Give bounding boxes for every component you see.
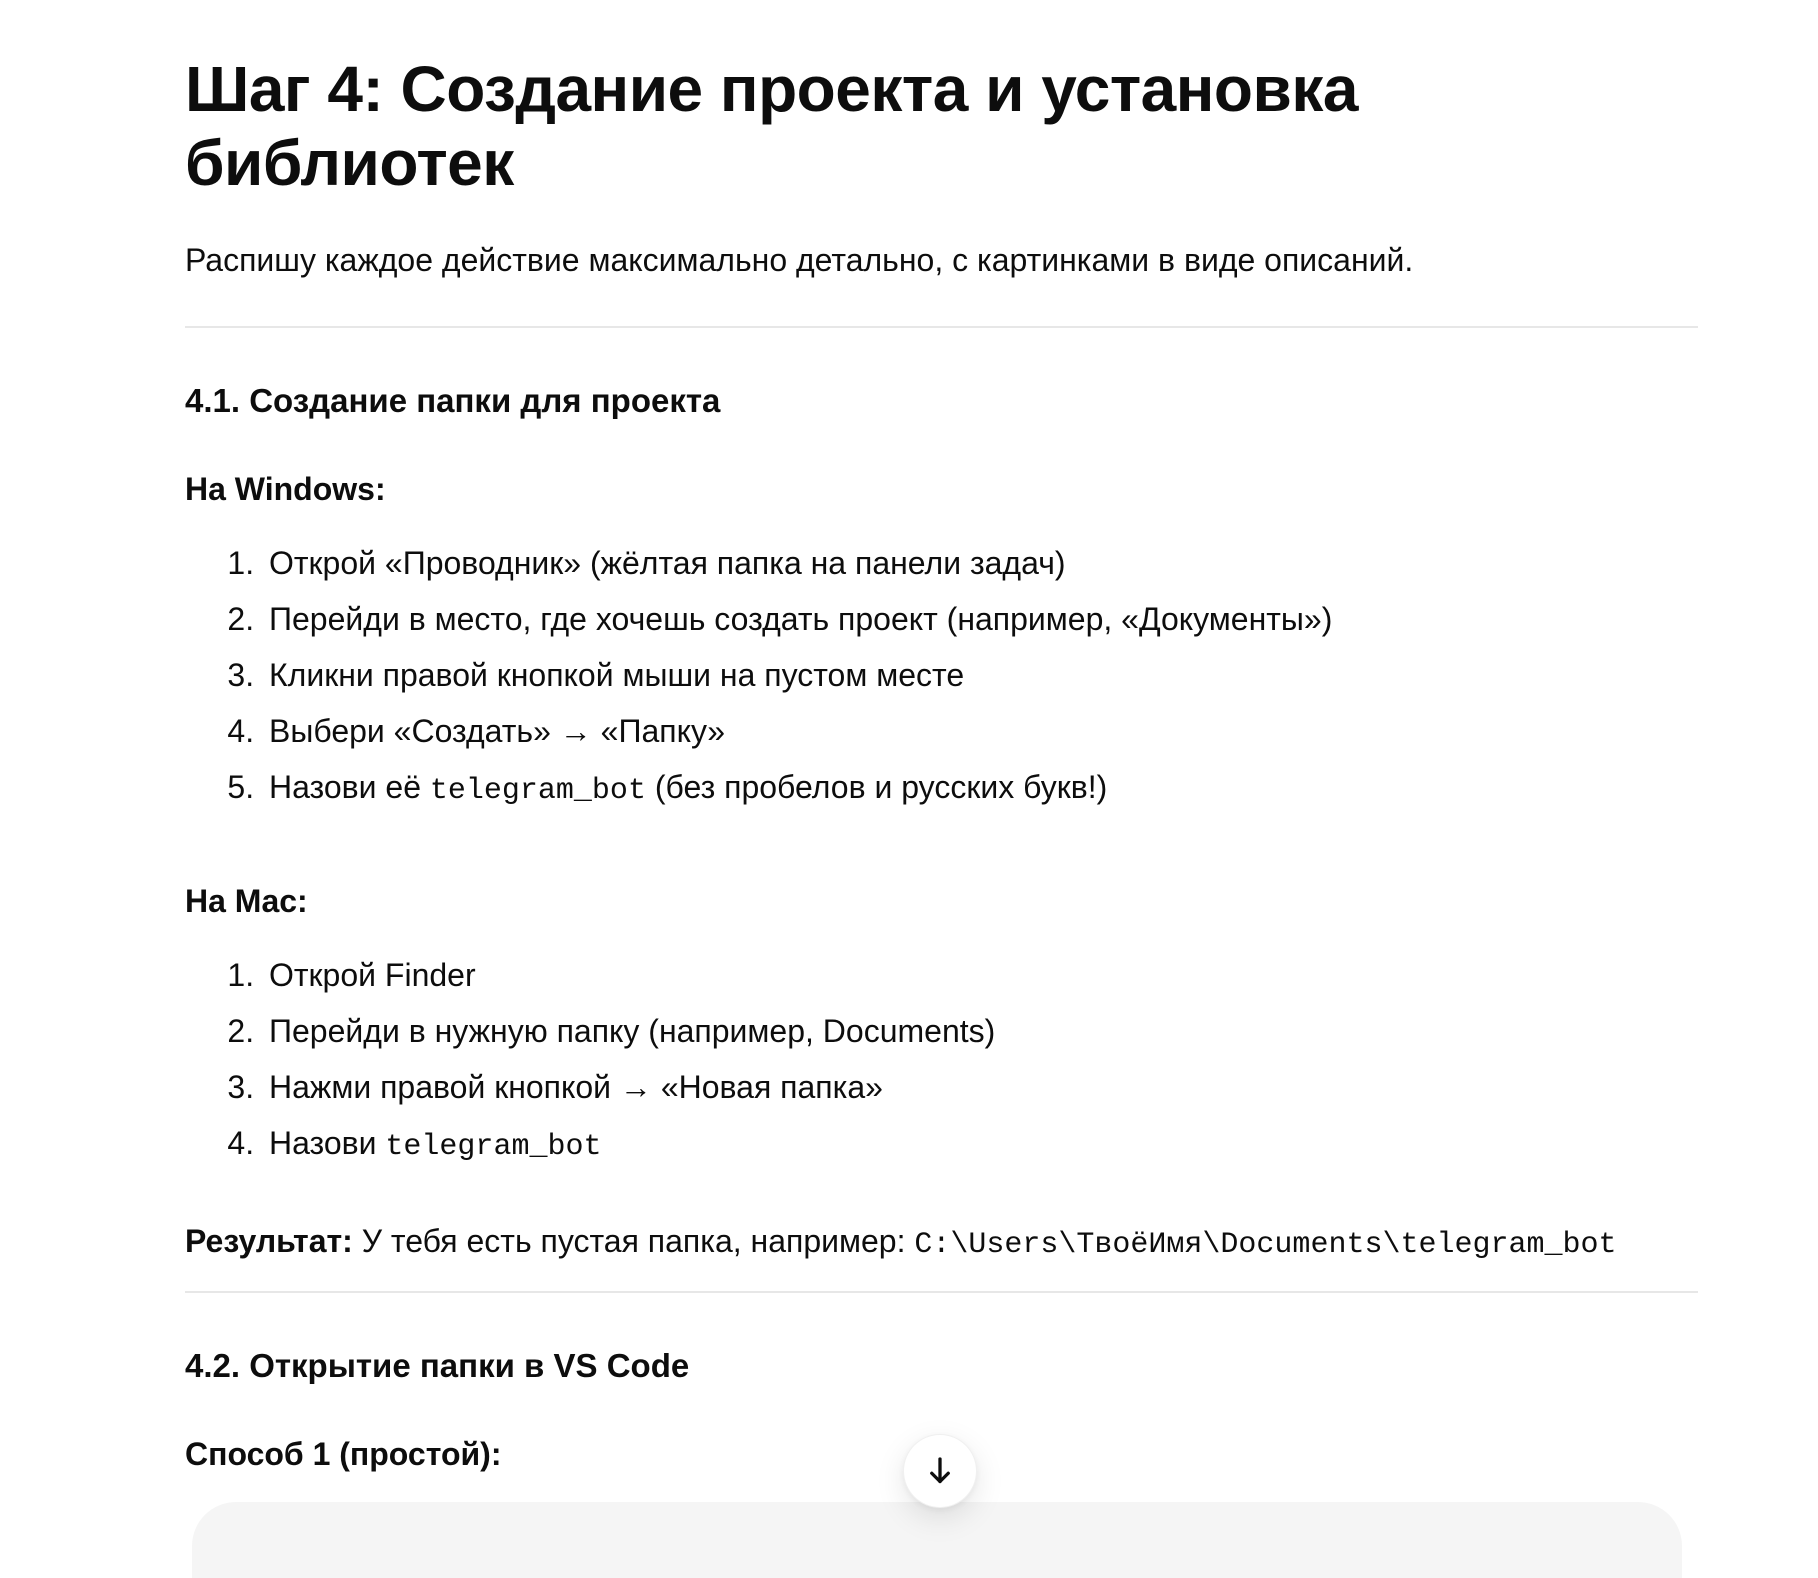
inline-code: telegram_bot <box>385 1130 602 1165</box>
page-title: Шаг 4: Создание проекта и установка библиотек <box>185 53 1358 200</box>
step-text: Назови <box>269 1125 386 1162</box>
scroll-to-bottom-button[interactable] <box>903 1434 977 1508</box>
step-text: Выбери «Создать» → «Папку» <box>269 713 726 750</box>
result-path-code: C:\Users\ТвоёИмя\Documents\telegram_bot <box>914 1228 1617 1263</box>
list-item <box>263 1063 1698 1111</box>
step-text: Нажми правой кнопкой → «Новая папка» <box>269 1069 883 1106</box>
platform-label-windows: На Windows: <box>185 471 386 508</box>
list-item <box>263 763 1698 815</box>
result-label: Результат: <box>185 1223 353 1260</box>
step-text: Перейди в нужную папку (например, Documents) <box>269 1013 996 1050</box>
list-item <box>263 951 1698 999</box>
platform-label-mac: На Mac: <box>185 883 308 920</box>
step-text: (без пробелов и русских букв!) <box>645 769 1108 806</box>
result-text: У тебя есть пустая папка, например: <box>352 1223 915 1260</box>
list-item <box>263 1119 1698 1171</box>
list-item <box>263 651 1698 699</box>
list-item <box>263 539 1698 587</box>
document-body <box>185 52 1698 1552</box>
step-text: Открой Finder <box>269 957 476 994</box>
step-text: Открой «Проводник» (жёлтая папка на панели задач) <box>269 545 1066 582</box>
step-text: Назови её <box>269 769 430 806</box>
section-divider <box>185 1291 1698 1293</box>
list-item <box>263 595 1698 643</box>
step-text: Кликни правой кнопкой мыши на пустом месте <box>269 657 965 694</box>
step-text: Перейди в место, где хочешь создать проект (например, «Документы») <box>269 601 1333 638</box>
list-item <box>263 707 1698 755</box>
section-heading-4-1: 4.1. Создание папки для проекта <box>185 382 721 420</box>
method-label: Способ 1 (простой): <box>185 1436 502 1473</box>
section-heading-4-2: 4.2. Открытие папки в VS Code <box>185 1347 690 1385</box>
composer-bar[interactable] <box>192 1502 1682 1578</box>
result-paragraph <box>185 1217 1698 1269</box>
mac-steps-list <box>185 951 1698 1171</box>
list-item <box>263 1007 1698 1055</box>
inline-code: telegram_bot <box>429 774 646 809</box>
arrow-down-icon <box>922 1453 958 1489</box>
windows-steps-list <box>185 539 1698 815</box>
intro-text: Распишу каждое действие максимально детально, с картинками в виде описаний. <box>185 242 1414 279</box>
section-divider <box>185 326 1698 328</box>
